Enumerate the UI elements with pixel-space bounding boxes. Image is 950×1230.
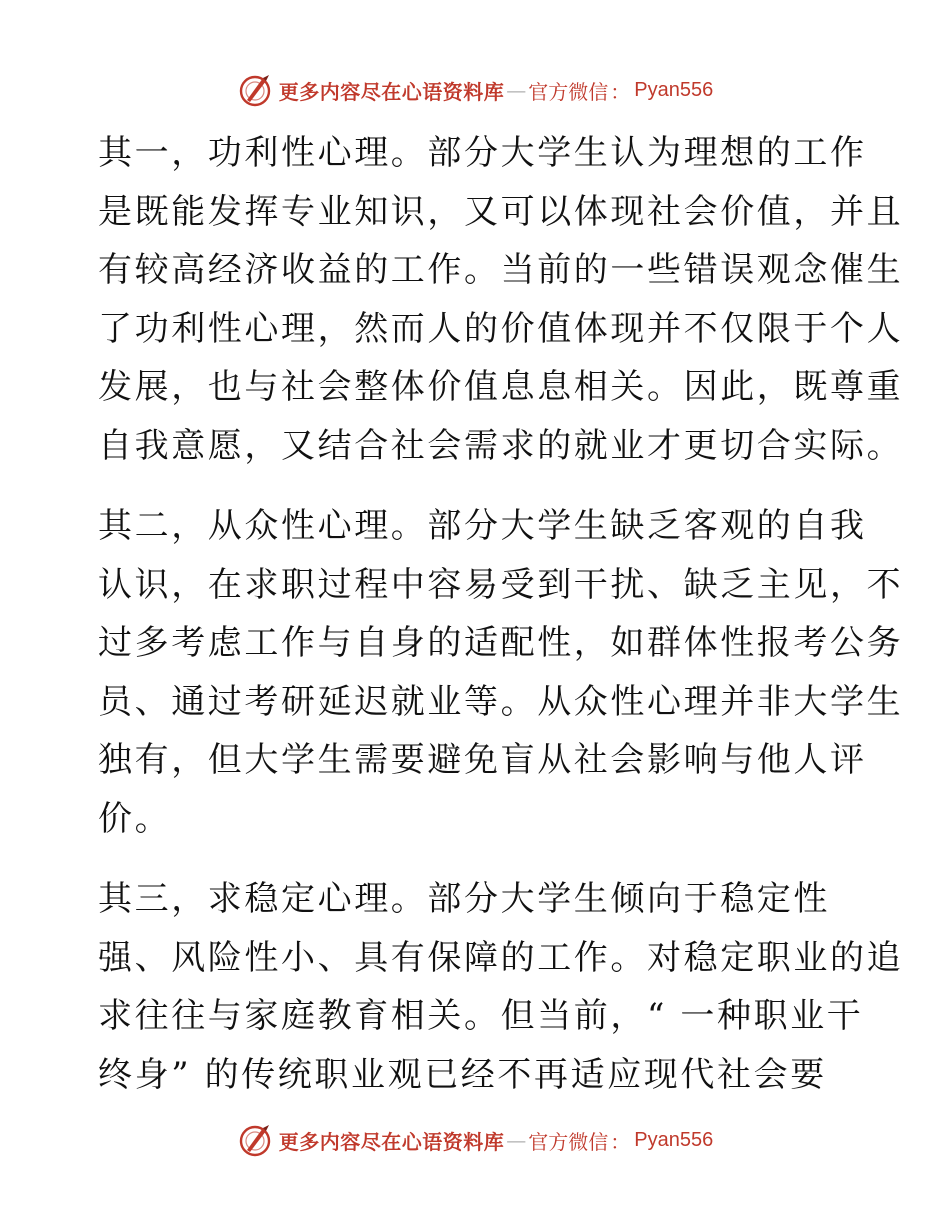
paragraph-2 (98, 497, 904, 848)
paragraph-3 (98, 870, 904, 1104)
paragraph-line: 独有，但大学生需要避免盲从社会影响与他人评 (98, 740, 867, 780)
paragraph-line: 了功利性心理，然而人的价值体现并不仅限于个人 (98, 308, 904, 349)
banner-wechat-id: Pyan556 (634, 1128, 714, 1151)
document-body (98, 124, 904, 1126)
paragraph-line: 其二，从众性心理。部分大学生缺乏客观的自我 (98, 506, 867, 546)
paragraph-line: 终身” 的传统职业观已经不再适应现代社会要 (98, 1054, 827, 1095)
banner-colon: ： (610, 79, 631, 104)
banner-dash: — (506, 1128, 527, 1152)
paragraph-1 (98, 124, 904, 475)
paragraph-line: 价。 (98, 798, 172, 839)
paragraph-line: 有较高经济收益的工作。当前的一些错误观念催生 (98, 250, 904, 290)
banner-official-text: 官方微信 (528, 79, 609, 104)
paragraph-line: 强、风险性小、具有保障的工作。对稳定职业的追 (98, 937, 904, 978)
banner-main-text: 更多内容尽在心语资料库 (278, 1129, 505, 1154)
paragraph-line: 发展，也与社会整体价值息息相关。因此，既尊重 (98, 367, 904, 407)
paragraph-line: 其一，功利性心理。部分大学生认为理想的工作 (98, 133, 867, 173)
paragraph-line: 自我意愿，又结合社会需求的就业才更切合实际。 (98, 425, 904, 466)
paragraph-line: 其三，求稳定心理。部分大学生倾向于稳定性 (98, 879, 830, 919)
paragraph-line: 认识，在求职过程中容易受到干扰、缺乏主见，不 (98, 564, 904, 605)
banner-wechat-id: Pyan556 (634, 78, 714, 101)
paragraph-line: 是既能发挥专业知识，又可以体现社会价值，并且 (98, 191, 904, 232)
footer-banner-content (237, 1122, 713, 1158)
banner-colon: ： (610, 1129, 631, 1154)
paragraph-line: 员、通过考研延迟就业等。从众性心理并非大学生 (98, 681, 904, 722)
banner-dash: — (506, 78, 527, 102)
paragraph-line: 过多考虑工作与自身的适配性，如群体性报考公务 (98, 623, 904, 663)
quill-circle-logo-icon (237, 1122, 273, 1158)
footer-banner (0, 1120, 950, 1160)
header-banner-content (237, 72, 713, 108)
banner-main-text: 更多内容尽在心语资料库 (278, 79, 505, 104)
quill-circle-logo-icon (237, 72, 273, 108)
paragraph-line: 求往往与家庭教育相关。但当前，“ 一种职业干 (98, 996, 864, 1036)
banner-official-text: 官方微信 (528, 1129, 609, 1154)
header-banner (0, 70, 950, 110)
